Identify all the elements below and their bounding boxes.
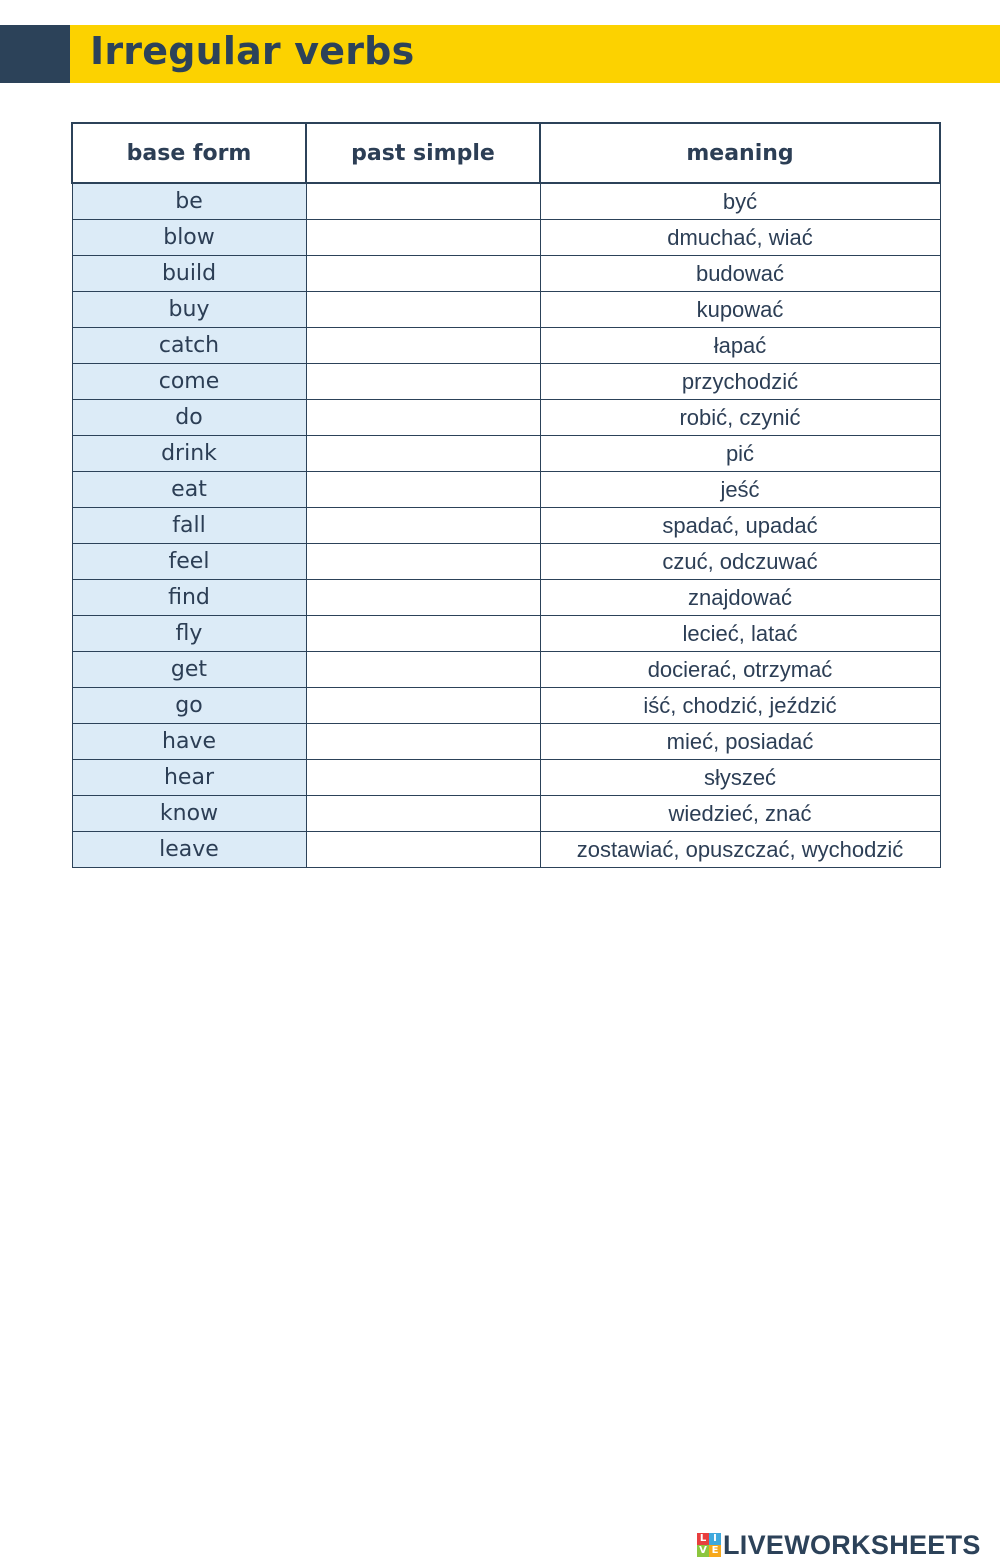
- table-row: [72, 652, 940, 688]
- past-simple-answer-cell[interactable]: [306, 652, 540, 688]
- meaning-cell: budować: [540, 256, 940, 292]
- base-form-cell: buy: [72, 292, 306, 328]
- meaning-cell: mieć, posiadać: [540, 724, 940, 760]
- logo-icon-square: E: [709, 1545, 721, 1557]
- past-simple-answer-cell[interactable]: [306, 724, 540, 760]
- table-row: [72, 796, 940, 832]
- liveworksheets-logo: [697, 1531, 981, 1559]
- past-simple-answer-cell[interactable]: [306, 580, 540, 616]
- base-form-cell: blow: [72, 220, 306, 256]
- past-simple-answer-cell[interactable]: [306, 364, 540, 400]
- meaning-cell: pić: [540, 436, 940, 472]
- base-form-cell: fall: [72, 508, 306, 544]
- base-form-cell: drink: [72, 436, 306, 472]
- table-row: [72, 688, 940, 724]
- past-simple-answer-cell[interactable]: [306, 256, 540, 292]
- meaning-cell: docierać, otrzymać: [540, 652, 940, 688]
- meaning-cell: przychodzić: [540, 364, 940, 400]
- table-row: [72, 616, 940, 652]
- table-row: [72, 183, 940, 220]
- logo-icon-square: I: [709, 1533, 721, 1545]
- irregular-verbs-table: [71, 122, 941, 868]
- past-simple-answer-cell[interactable]: [306, 183, 540, 220]
- meaning-cell: lecieć, latać: [540, 616, 940, 652]
- table-row: [72, 508, 940, 544]
- past-simple-answer-cell[interactable]: [306, 472, 540, 508]
- base-form-cell: do: [72, 400, 306, 436]
- base-form-cell: build: [72, 256, 306, 292]
- table-row: [72, 724, 940, 760]
- past-simple-answer-cell[interactable]: [306, 796, 540, 832]
- meaning-cell: łapać: [540, 328, 940, 364]
- title-accent-block: [0, 25, 70, 83]
- base-form-cell: get: [72, 652, 306, 688]
- past-simple-answer-cell[interactable]: [306, 400, 540, 436]
- column-header-meaning: meaning: [540, 123, 940, 183]
- liveworksheets-icon: [697, 1533, 721, 1557]
- base-form-cell: hear: [72, 760, 306, 796]
- table-row: [72, 256, 940, 292]
- base-form-cell: fly: [72, 616, 306, 652]
- table-row: [72, 436, 940, 472]
- past-simple-answer-cell[interactable]: [306, 760, 540, 796]
- past-simple-answer-cell[interactable]: [306, 328, 540, 364]
- page-title: Irregular verbs: [90, 29, 415, 73]
- base-form-cell: come: [72, 364, 306, 400]
- past-simple-answer-cell[interactable]: [306, 616, 540, 652]
- past-simple-answer-cell[interactable]: [306, 436, 540, 472]
- meaning-cell: zostawiać, opuszczać, wychodzić: [540, 832, 940, 868]
- base-form-cell: leave: [72, 832, 306, 868]
- table-body: [72, 183, 940, 868]
- meaning-cell: jeść: [540, 472, 940, 508]
- table-row: [72, 544, 940, 580]
- past-simple-answer-cell[interactable]: [306, 292, 540, 328]
- base-form-cell: know: [72, 796, 306, 832]
- base-form-cell: be: [72, 183, 306, 220]
- base-form-cell: have: [72, 724, 306, 760]
- meaning-cell: robić, czynić: [540, 400, 940, 436]
- title-bar: [0, 25, 1000, 83]
- meaning-cell: czuć, odczuwać: [540, 544, 940, 580]
- meaning-cell: wiedzieć, znać: [540, 796, 940, 832]
- meaning-cell: kupować: [540, 292, 940, 328]
- past-simple-answer-cell[interactable]: [306, 688, 540, 724]
- logo-icon-square: V: [697, 1545, 709, 1557]
- table-row: [72, 472, 940, 508]
- table-row: [72, 832, 940, 868]
- base-form-cell: go: [72, 688, 306, 724]
- table-row: [72, 760, 940, 796]
- table-row: [72, 328, 940, 364]
- meaning-cell: iść, chodzić, jeździć: [540, 688, 940, 724]
- table-row: [72, 580, 940, 616]
- base-form-cell: catch: [72, 328, 306, 364]
- past-simple-answer-cell[interactable]: [306, 544, 540, 580]
- logo-icon-square: L: [697, 1533, 709, 1545]
- past-simple-answer-cell[interactable]: [306, 508, 540, 544]
- table-header-row: [72, 123, 940, 183]
- past-simple-answer-cell[interactable]: [306, 832, 540, 868]
- meaning-cell: znajdować: [540, 580, 940, 616]
- meaning-cell: słyszeć: [540, 760, 940, 796]
- column-header-base-form: base form: [72, 123, 306, 183]
- table-row: [72, 364, 940, 400]
- meaning-cell: być: [540, 183, 940, 220]
- table-row: [72, 220, 940, 256]
- table-row: [72, 292, 940, 328]
- column-header-past-simple: past simple: [306, 123, 540, 183]
- base-form-cell: feel: [72, 544, 306, 580]
- logo-text: LIVEWORKSHEETS: [723, 1529, 981, 1560]
- meaning-cell: spadać, upadać: [540, 508, 940, 544]
- title-band: [70, 25, 1000, 83]
- base-form-cell: eat: [72, 472, 306, 508]
- table-row: [72, 400, 940, 436]
- past-simple-answer-cell[interactable]: [306, 220, 540, 256]
- meaning-cell: dmuchać, wiać: [540, 220, 940, 256]
- base-form-cell: find: [72, 580, 306, 616]
